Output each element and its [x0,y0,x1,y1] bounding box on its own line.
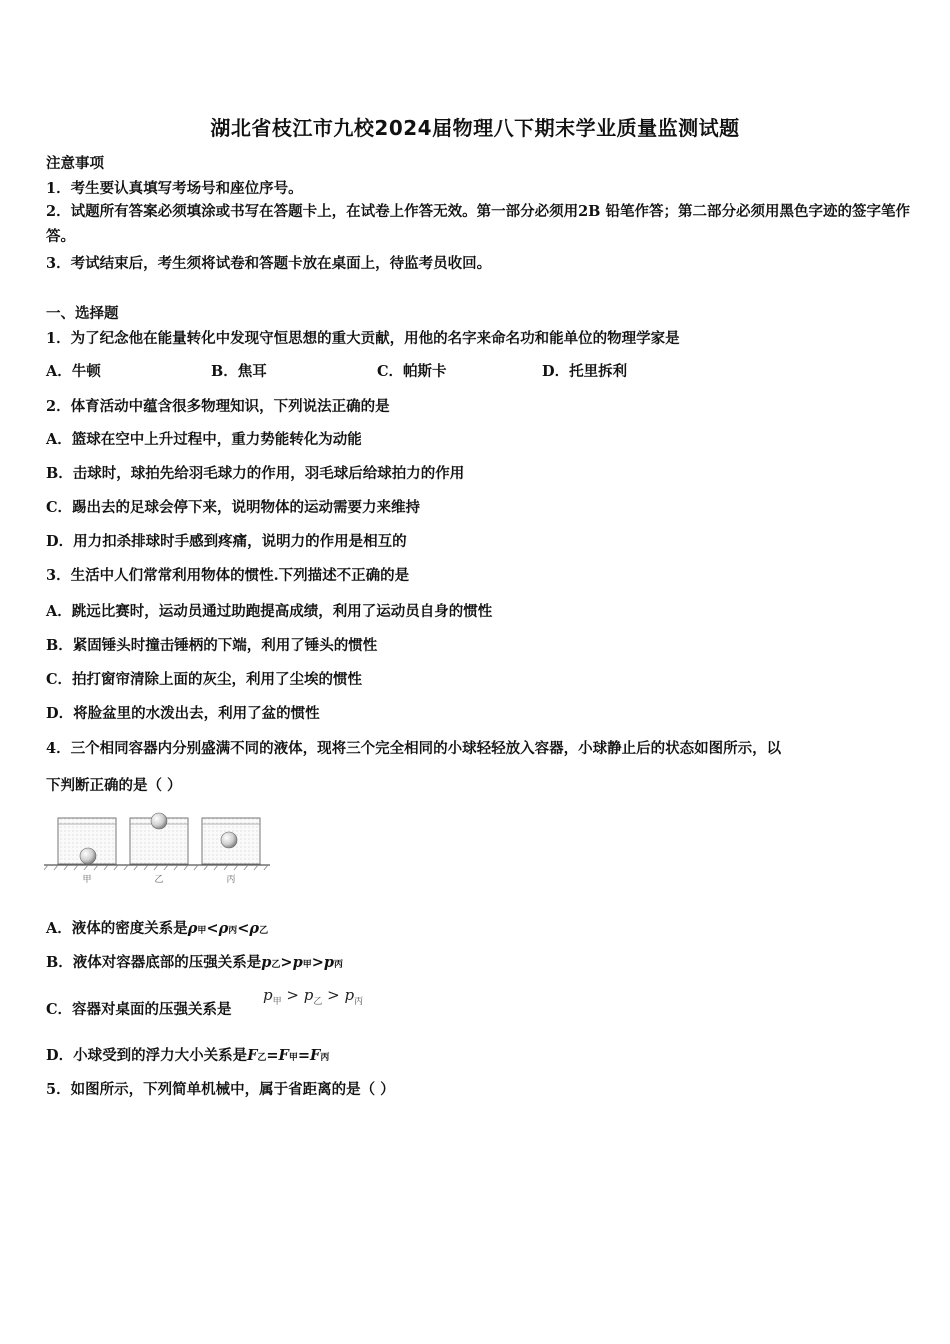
q3-stem: 3．生活中人们常常利用物体的惯性.下列描述不正确的是 [46,567,410,584]
q5-stem: 5．如图所示，下列简单机械中，属于省距离的是（ ） [46,1081,395,1098]
q4-option-c: C．容器对桌面的压强关系是 [46,1001,232,1018]
q4-option-a: A．液体的密度关系是ρ甲<ρ丙<ρ乙 [46,920,269,937]
notice-heading: 注意事项 [46,155,104,172]
q1-option-a: A．牛顿 [46,363,101,380]
ball-yi [151,813,167,829]
q2-option-b: B．击球时，球拍先给羽毛球力的作用，羽毛球后给球拍力的作用 [46,465,465,482]
q4-option-b: B．液体对容器底部的压强关系是p乙>p甲>p丙 [46,954,344,971]
q3-option-b: B．紧固锤头时撞击锤柄的下端，利用了锤头的惯性 [46,637,378,654]
q1-stem: 1．为了纪念他在能量转化中发现守恒思想的重大贡献，用他的名字来命名功和能单位的物理学家是 [46,330,680,347]
notice-item-3: 3．考试结束后，考生须将试卷和答题卡放在桌面上，待监考员收回。 [46,255,492,272]
q3-option-a: A．跳远比赛时，运动员通过助跑提高成绩，利用了运动员自身的惯性 [46,603,493,620]
q2-option-d: D．用力扣杀排球时手感到疼痛，说明力的作用是相互的 [46,533,407,550]
q1-option-d: D．托里拆利 [542,363,628,380]
label-jia: 甲 [82,875,92,885]
q3-option-c: C．拍打窗帘清除上面的灰尘，利用了尘埃的惯性 [46,671,363,688]
section-heading: 一、选择题 [46,305,119,322]
q1-option-b: B．焦耳 [211,363,267,380]
q4-option-c-formula: $p_甲 > p_乙 > p_丙$ [263,986,364,1007]
q2-stem: 2．体育活动中蕴含很多物理知识，下列说法正确的是 [46,398,390,415]
label-bing: 丙 [226,875,236,885]
q4-option-d: D．小球受到的浮力大小关系是F乙=F甲=F丙 [46,1047,330,1064]
notice-item-2: 2．试题所有答案必须填涂或书写在答题卡上，在试卷上作答无效。第一部分必须用2B 铅笔作答；第二部分必须用黑色字迹的签字笔作答。 [46,203,910,245]
q1-option-c: C．帕斯卡 [377,363,447,380]
ball-bing [221,832,237,848]
q2-option-c: C．踢出去的足球会停下来，说明物体的运动需要力来维持 [46,499,421,516]
q3-option-d: D．将脸盆里的水泼出去，利用了盆的惯性 [46,705,320,722]
ball-jia [80,848,96,864]
page-title: 湖北省枝江市九校2024届物理八下期末学业质量监测试题 [210,116,740,140]
q2-option-a: A．篮球在空中上升过程中，重力势能转化为动能 [46,431,362,448]
notice-item-1: 1．考生要认真填写考场号和座位序号。 [46,180,303,197]
q4-stem-line2: 下判断正确的是（ ） [46,777,182,794]
label-yi: 乙 [154,875,164,885]
q4-stem-line1: 4．三个相同容器内分别盛满不同的液体，现将三个完全相同的小球轻轻放入容器，小球静止后的状态如图所示，以 [46,740,782,757]
q4-containers-figure [44,810,270,886]
